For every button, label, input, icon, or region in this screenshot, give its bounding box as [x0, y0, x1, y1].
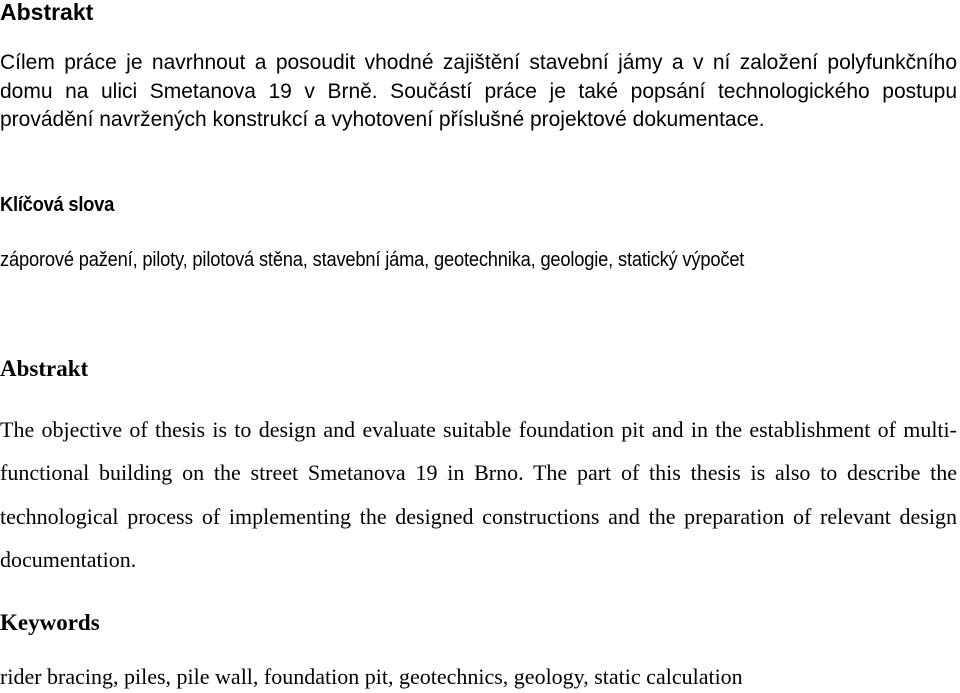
english-abstract-text: The objective of thesis is to design and evaluate suitable foundation pit and in the establishment of multi-functional building on the street Smetanova 19 in Brno. The part of this thesis is also to describe the technological process of implementing the designed constructions and the preparation of relevant design documentation. — [0, 417, 957, 572]
czech-abstract-text: Cílem práce je navrhnout a posoudit vhodné zajištění stavební jámy a v ní založení polyfunkčního domu na ulici Smetanova 19 v Brně. Součástí práce je také popsání technologického postupu provádění navržených konstrukcí a vyhotovení příslušné projektové dokumentace. — [0, 51, 957, 132]
czech-keywords-text: záporové pažení, piloty, pilotová stěna, stavební jáma, geotechnika, geologie, statický výpočet — [0, 249, 745, 271]
english-abstract-heading: Abstrakt — [0, 356, 89, 381]
czech-abstract-heading: Abstrakt — [0, 0, 94, 25]
english-keywords-text: rider bracing, piles, pile wall, foundation pit, geotechnics, geology, static calculation — [0, 664, 743, 689]
czech-keywords-heading: Klíčová slova — [0, 194, 115, 216]
english-keywords-heading: Keywords — [0, 610, 100, 635]
